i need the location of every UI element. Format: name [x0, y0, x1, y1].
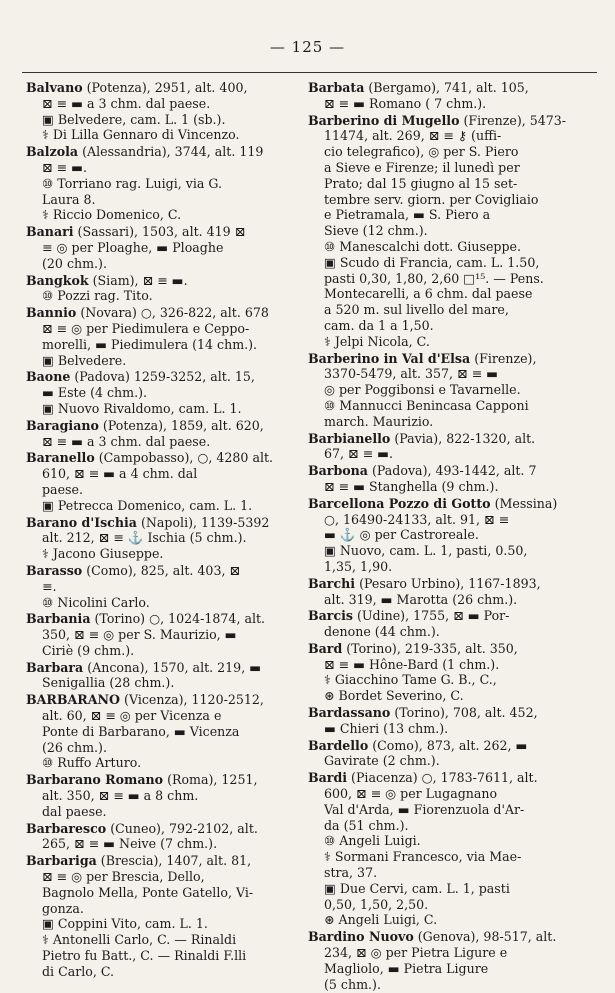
place-name: Barbata — [308, 80, 365, 95]
place-name: Barbarano Romano — [26, 772, 164, 788]
directory-entry — [308, 738, 588, 770]
entry-first-line — [26, 772, 306, 788]
directory-entry — [26, 418, 306, 450]
place-name: Banari — [26, 224, 74, 240]
entry-first-line — [26, 273, 306, 289]
entry-line: ⊠ ≡ ▬ a 3 chm. dal paese. — [42, 95, 211, 111]
entry-line: tembre serv. giorn. per Covigliaio — [324, 191, 539, 207]
directory-entry — [308, 705, 588, 737]
entry-line: ⑩ Angeli Luigi. — [324, 833, 421, 849]
place-name: Barberino di Mugello — [308, 112, 460, 128]
entry-line: denone (44 chm.). — [324, 624, 440, 640]
directory-entry — [308, 929, 588, 992]
entry-first-line — [26, 821, 306, 837]
entry-line: Pietro fu Batt., C. — Rinaldi F.lli — [42, 948, 247, 964]
entry-line: Montecarelli, a 6 chm. dal paese — [324, 286, 533, 302]
entry-line: ▬ Este (4 chm.). — [42, 385, 148, 401]
entry-line: ⚕ Giacchino Tame G. B., C., — [324, 672, 497, 688]
entry-line: alt. 60, ⊠ ≡ ◎ per Vicenza e — [42, 708, 222, 724]
entry-first-line — [308, 576, 588, 592]
entry-text: (Torino) ○, 1024-1874, alt. — [90, 611, 266, 627]
entry-line: (20 chm.). — [42, 255, 107, 271]
entry-first-line — [26, 515, 306, 531]
entry-line: Prato; dal 15 giugno al 15 set- — [324, 175, 518, 191]
entry-text: (Genova), 98-517, alt. — [413, 929, 557, 945]
entry-line: alt. 212, ⊠ ≡ ⚓ Ischia (5 chm.). — [42, 530, 247, 546]
place-name: Barbania — [26, 611, 91, 627]
entry-line: ▣ Belvedere, cam. L. 1 (sb.). — [42, 111, 226, 127]
entry-first-line — [26, 305, 306, 321]
entry-text: (Napoli), 1139-5392 — [136, 514, 270, 530]
entry-first-line — [26, 692, 306, 708]
place-name: Balvano — [26, 80, 83, 95]
entry-text: (Como), 825, alt. 403, ⊠ — [82, 562, 241, 578]
entry-text: (Piacenza) ○, 1783-7611, alt. — [347, 770, 538, 786]
entry-line: ⚕ Jelpi Nicola, C. — [324, 333, 430, 349]
entry-line: ≡. — [42, 578, 57, 594]
entry-first-line — [308, 496, 588, 512]
directory-entry — [308, 463, 588, 495]
directory-entry — [308, 113, 588, 350]
entry-line: Magliolo, ▬ Pietra Ligure — [324, 960, 489, 976]
place-name: Barano d'Ischia — [26, 514, 137, 530]
entry-line: ▣ Petrecca Domenico, cam. L. 1. — [42, 497, 253, 513]
place-name: Bannio — [26, 305, 77, 321]
entry-line: ○, 16490-24133, alt. 91, ⊠ ≡ — [324, 511, 510, 527]
directory-entry — [26, 80, 306, 143]
entry-line: 350, ⊠ ≡ ◎ per S. Maurizio, ▬ — [42, 627, 237, 643]
entry-line: ⚕ Antonelli Carlo, C. — Rinaldi — [42, 932, 237, 948]
entry-line: stra, 37. — [324, 865, 378, 881]
entry-line: Sieve (12 chm.). — [324, 223, 428, 239]
entry-first-line — [26, 563, 306, 579]
entry-text: (Campobasso), ○, 4280 alt. — [94, 450, 274, 466]
place-name: Barbona — [308, 463, 368, 479]
entry-line: ▬ Chieri (13 chm.). — [324, 720, 449, 736]
entry-line: ⑩ Manescalchi dott. Giuseppe. — [324, 238, 521, 254]
entry-text: (Potenza), 1859, alt. 620, — [98, 417, 264, 433]
directory-entry — [308, 608, 588, 640]
entry-first-line — [308, 770, 588, 786]
entry-first-line — [308, 929, 588, 945]
entry-line: Laura 8. — [42, 191, 96, 207]
entry-first-line — [308, 705, 588, 721]
directory-entry — [26, 515, 306, 562]
place-name: Barasso — [26, 562, 83, 578]
entry-line: 0,50, 1,50, 2,50. — [324, 896, 429, 912]
place-name: Barcis — [308, 608, 353, 624]
directory-entry — [308, 641, 588, 704]
entry-text: (Padova), 493-1442, alt. 7 — [367, 463, 537, 479]
place-name: Bardino Nuovo — [308, 929, 414, 945]
place-name: Barchi — [308, 575, 356, 591]
entry-first-line — [26, 224, 306, 240]
entry-first-line — [308, 463, 588, 479]
entry-text: (Firenze), — [470, 350, 537, 366]
entry-line: (26 chm.). — [42, 739, 107, 755]
right-column — [308, 80, 588, 993]
entry-line: pasti 0,30, 1,80, 2,60 □¹⁵. — Pens. — [324, 270, 544, 286]
place-name: Barbianello — [308, 430, 391, 446]
entry-line: ▣ Scudo di Francia, cam. L. 1.50, — [324, 254, 540, 270]
entry-line: Gavirate (2 chm.). — [324, 753, 440, 769]
entry-line: ⊠ ≡ ▬ Stanghella (9 chm.). — [324, 478, 499, 494]
entry-line: ▣ Belvedere. — [42, 352, 127, 368]
directory-entry — [308, 576, 588, 608]
page-number: — 125 — — [269, 38, 346, 56]
entry-line: 67, ⊠ ≡ ▬. — [324, 446, 394, 462]
entry-line: ⚕ Di Lilla Gennaro di Vincenzo. — [42, 127, 240, 143]
entry-line: 11474, alt. 269, ⊠ ≡ ⚷ (uffi- — [324, 128, 502, 144]
entry-line: ⊠ ≡ ◎ per Brescia, Dello, — [42, 869, 205, 885]
entry-line: ▬ ⚓ ◎ per Castroreale. — [324, 527, 479, 543]
entry-line: e Pietramala, ▬ S. Piero a — [324, 207, 491, 223]
entry-text: (Novara) ○, 326-822, alt. 678 — [76, 305, 269, 321]
entry-line: Ciriè (9 chm.). — [42, 642, 135, 658]
directory-entry — [26, 821, 306, 853]
place-name: Baone — [26, 369, 71, 385]
place-name: Baragiano — [26, 417, 99, 433]
entry-line: di Carlo, C. — [42, 963, 115, 979]
entry-line: ⊠ ≡ ▬. — [42, 159, 88, 175]
directory-entry — [26, 144, 306, 223]
entry-line: da (51 chm.). — [324, 817, 409, 833]
directory-entry — [308, 770, 588, 928]
entry-text: (Brescia), 1407, alt. 81, — [96, 853, 252, 869]
entry-first-line — [26, 144, 306, 160]
directory-entry — [26, 273, 306, 305]
left-column — [26, 80, 306, 981]
entry-text: (Torino), 708, alt. 452, — [390, 705, 538, 721]
place-name: Barbaresco — [26, 820, 107, 836]
entry-line: cam. da 1 a 1,50. — [324, 317, 434, 333]
place-name: Bard — [308, 640, 343, 656]
place-name: Barberino in Val d'Elsa — [308, 350, 471, 366]
directory-entry — [308, 496, 588, 575]
entry-line: 600, ⊠ ≡ ◎ per Lugagnano — [324, 786, 498, 802]
place-name: Barbara — [26, 659, 84, 675]
place-name: Bangkok — [26, 272, 89, 288]
entry-first-line — [26, 660, 306, 676]
entry-text: (Pesaro Urbino), 1167-1893, — [355, 575, 541, 591]
directory-entry — [26, 224, 306, 271]
entry-first-line — [26, 450, 306, 466]
entry-first-line — [308, 113, 588, 129]
directory-entry — [26, 660, 306, 692]
entry-line: ⚕ Riccio Domenico, C. — [42, 207, 182, 223]
entry-line: morelli, ▬ Piedimulera (14 chm.). — [42, 336, 258, 352]
place-name: Baranello — [26, 450, 95, 466]
entry-line: ▣ Due Cervi, cam. L. 1, pasti — [324, 880, 510, 896]
entry-line: alt. 319, ▬ Marotta (26 chm.). — [324, 591, 518, 607]
entry-text: (Siam), ⊠ ≡ ▬. — [88, 272, 188, 288]
place-name: Bardi — [308, 770, 348, 786]
directory-entry — [26, 450, 306, 513]
entry-text: (Sassari), 1503, alt. 419 ⊠ — [73, 224, 246, 240]
entry-first-line — [308, 738, 588, 754]
place-name: Bardello — [308, 737, 369, 753]
entry-text: (Como), 873, alt. 262, ▬ — [368, 737, 528, 753]
entry-text: (Padova) 1259-3252, alt. 15, — [70, 369, 255, 385]
entry-line: 234, ⊠ ◎ per Pietra Ligure e — [324, 945, 508, 961]
entry-first-line — [308, 351, 588, 367]
entry-line: ⚕ Sormani Francesco, via Mae- — [324, 849, 522, 865]
entry-line: ⊠ ≡ ▬ a 3 chm. dal paese. — [42, 433, 211, 449]
entry-line: ◎ per Poggibonsi e Tavarnelle. — [324, 382, 521, 398]
entry-line: Senigallia (28 chm.). — [42, 675, 175, 691]
entry-line: ▣ Nuovo, cam. L. 1, pasti, 0.50, — [324, 543, 528, 559]
header-rule — [22, 72, 597, 73]
entry-text: (Messina) — [490, 495, 558, 511]
entry-first-line — [308, 80, 588, 96]
entry-line: 265, ⊠ ≡ ▬ Neive (7 chm.). — [42, 836, 218, 852]
entry-line: ⊠ ≡ ▬ Romano ( 7 chm.). — [324, 95, 487, 111]
entry-line: ⑩ Nicolini Carlo. — [42, 594, 150, 610]
entry-line: a Sieve e Firenze; il lunedì per — [324, 159, 520, 175]
entry-line: ⚕ Jacono Giuseppe. — [42, 546, 164, 562]
entry-text: (Pavia), 822-1320, alt. — [390, 430, 536, 446]
directory-entry — [308, 80, 588, 112]
entry-text: (Torino), 219-335, alt. 350, — [342, 640, 518, 656]
entry-line: Ponte di Barbarano, ▬ Vicenza — [42, 723, 240, 739]
entry-text: (Potenza), 2951, alt. 400, — [82, 80, 248, 95]
entry-line: ⑩ Torriano rag. Luigi, via G. — [42, 175, 223, 191]
place-name: Barbariga — [26, 853, 97, 869]
entry-first-line — [26, 853, 306, 869]
directory-entry — [26, 853, 306, 979]
entry-line: dal paese. — [42, 803, 107, 819]
entry-line: 610, ⊠ ≡ ▬ a 4 chm. dal — [42, 466, 198, 482]
place-name: BARBARANO — [26, 692, 121, 708]
entry-line: alt. 350, ⊠ ≡ ▬ a 8 chm. — [42, 788, 199, 804]
directory-entry — [26, 305, 306, 368]
directory-entry — [26, 692, 306, 771]
directory-entry — [308, 431, 588, 463]
entry-line: (5 chm.). — [324, 976, 381, 992]
entry-text: (Alessandria), 3744, alt. 119 — [78, 144, 264, 160]
directory-entry — [26, 369, 306, 416]
entry-line: ▣ Coppini Vito, cam. L. 1. — [42, 916, 208, 932]
entry-text: (Cuneo), 792-2102, alt. — [106, 820, 258, 836]
entry-line: ⑩ Pozzi rag. Tito. — [42, 288, 153, 304]
entry-text: (Firenze), 5473- — [459, 112, 567, 128]
place-name: Balzola — [26, 144, 79, 160]
entry-line: ⑩ Mannucci Benincasa Capponi — [324, 397, 529, 413]
directory-entry — [26, 563, 306, 610]
entry-line: ≡ ◎ per Ploaghe, ▬ Ploaghe — [42, 239, 224, 255]
entry-line: ⊛ Angeli Luigi, C. — [324, 912, 438, 928]
place-name: Bardassano — [308, 705, 391, 721]
entry-line: a 520 m. sul livello del mare, — [324, 302, 509, 318]
directory-entry — [26, 611, 306, 658]
entry-first-line — [308, 608, 588, 624]
entry-text: (Ancona), 1570, alt. 219, ▬ — [83, 659, 262, 675]
entry-first-line — [26, 611, 306, 627]
directory-entry — [26, 772, 306, 819]
entry-line: 3370-5479, alt. 357, ⊠ ≡ ▬ — [324, 366, 499, 382]
entry-text: (Roma), 1251, — [163, 772, 258, 788]
entry-text: (Vicenza), 1120-2512, — [120, 692, 264, 708]
entry-line: ⑩ Ruffo Arturo. — [42, 755, 142, 771]
entry-line: ⊠ ≡ ◎ per Piedimulera e Ceppo- — [42, 320, 250, 336]
entry-line: march. Maurizio. — [324, 413, 434, 429]
entry-text: (Udine), 1755, ⊠ ▬ Por- — [352, 608, 510, 624]
entry-first-line — [26, 369, 306, 385]
entry-line: ⊠ ≡ ▬ Hône-Bard (1 chm.). — [324, 656, 500, 672]
place-name: Barcellona Pozzo di Gotto — [308, 495, 491, 511]
entry-line: cio telegrafico), ◎ per S. Piero — [324, 144, 519, 160]
entry-line: Bagnolo Mella, Ponte Gatello, Vi- — [42, 884, 254, 900]
entry-text: (Bergamo), 741, alt. 105, — [364, 80, 529, 95]
entry-line: 1,35, 1,90. — [324, 558, 393, 574]
entry-first-line — [308, 641, 588, 657]
entry-first-line — [308, 431, 588, 447]
entry-line: ⊛ Bordet Severino, C. — [324, 688, 464, 704]
directory-entry — [308, 351, 588, 430]
entry-first-line — [26, 418, 306, 434]
entry-line: paese. — [42, 481, 83, 497]
entry-line: gonza. — [42, 900, 84, 916]
entry-line: ▣ Nuovo Rivaldomo, cam. L. 1. — [42, 400, 242, 416]
entry-first-line — [26, 80, 306, 96]
entry-line: Val d'Arda, ▬ Fiorenzuola d'Ar- — [324, 801, 525, 817]
